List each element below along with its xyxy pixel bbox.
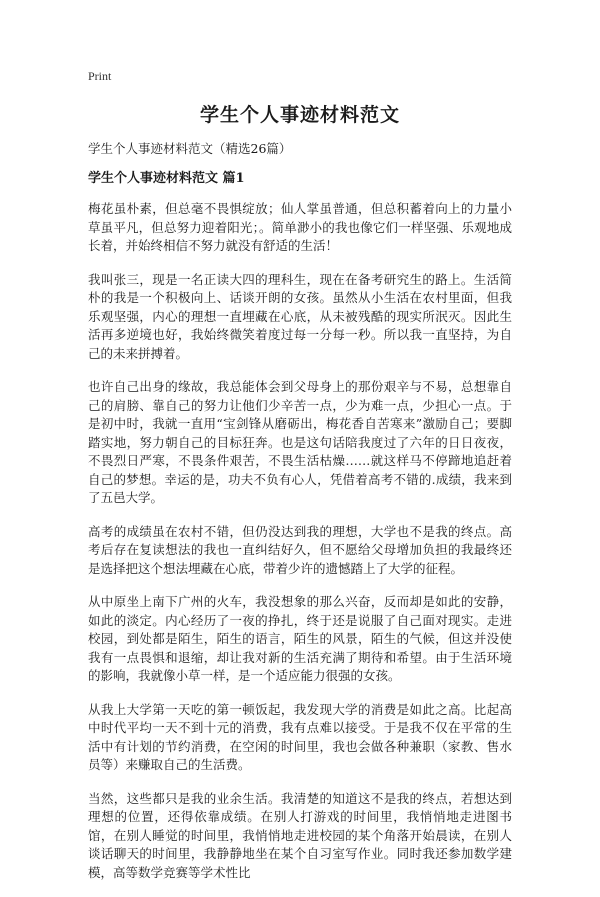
- paragraph-6: 从我上大学第一天吃的第一顿饭起，我发现大学的消费是如此之高。比起高中时代平均一天不到十元的消费，我有点难以接受。于是我不仅在平常的生活中有计划的节约消费，在空闲的时间里，我也会做各种兼职（家教、售水员等）来赚取自己的生活费。: [88, 701, 512, 772]
- print-label: Print: [88, 69, 112, 83]
- paragraph-1: 梅花虽朴素，但总毫不畏惧绽放；仙人掌虽普通，但总积蓄着向上的力量小草虽平凡，但总努力迎着阳光；。简单渺小的我也像它们一样坚强、乐观地成长着，并始终相信不努力就没有舒适的生活！: [88, 201, 512, 253]
- paragraph-2: 我叫张三，现是一名正读大四的理科生，现在在备考研究生的路上。生活简朴的我是一个积极向上、话谈开朗的女孩。虽然从小生活在农村里面，但我乐观坚强，内心的理想一直埋藏在心底，从未被残酷的现实所泯灭。因此生活再多逆境也好，我始终微笑着度过每一分每一秒。所以我一直坚持，为自己的未来拼搏着。: [88, 271, 512, 361]
- paragraph-7: 当然，这些都只是我的业余生活。我清楚的知道这不是我的终点，若想达到理想的位置，还得依靠成绩。在别人打游戏的时间里，我悄悄地走进图书馆，在别人睡觉的时间里，我悄悄地走进校园的某个角落开始晨读，在别人谈话聊天的时间里，我静静地坐在某个自习室写作业。同时我还参加数学建模，高等数学竞赛等学术性比: [88, 790, 512, 880]
- paragraph-4: 高考的成绩虽在农村不错，但仍没达到我的理想，大学也不是我的终点。高考后存在复读想法的我也一直纠结好久，但不愿给父母增加负担的我最终还是选择把这个想法埋藏在心底，带着少许的遗憾踏上了大学的征程。: [88, 523, 512, 576]
- document-page: [88, 68, 512, 897]
- paragraph-3: 也许自己出身的缘故，我总能体会到父母身上的那份艰辛与不易，总想靠自己的肩膀、靠自己的努力让他们少辛苦一点，少为难一点，少担心一点。于是初中时，我就一直用“宝剑锋从磨砺出，梅花香自苦寒来”激励自己；要脚踏实地，努力朝自己的目标狂奔。也是这句话陪我度过了六年的日日夜夜，不畏烈日严寒，不畏条件艰苦，不畏生活枯燥……就这样马不停蹄地追赶着自己的梦想。幸运的是，功夫不负有心人，凭借着高考不错的.成绩，我来到了五邑大学。: [88, 379, 512, 505]
- section-heading: 学生个人事迹材料范文 篇1: [88, 171, 245, 186]
- paragraph-5: 从中原坐上南下广州的火车，我没想象的那么兴奋，反而却是如此的安静，如此的淡定。内心经历了一夜的挣扎，终于还是说服了自己面对现实。走进校园，到处都是陌生，陌生的语言，陌生的风景，陌生的气候，但这并没使我有一点畏惧和退缩，却让我对新的生活充满了期待和希望。由于生活环境的影响，我就像小草一样，是一个适应能力很强的女孩。: [88, 594, 512, 683]
- page-title: 学生个人事迹材料范文: [199, 104, 400, 126]
- document-subtitle: 学生个人事迹材料范文（精选26篇）: [88, 141, 292, 156]
